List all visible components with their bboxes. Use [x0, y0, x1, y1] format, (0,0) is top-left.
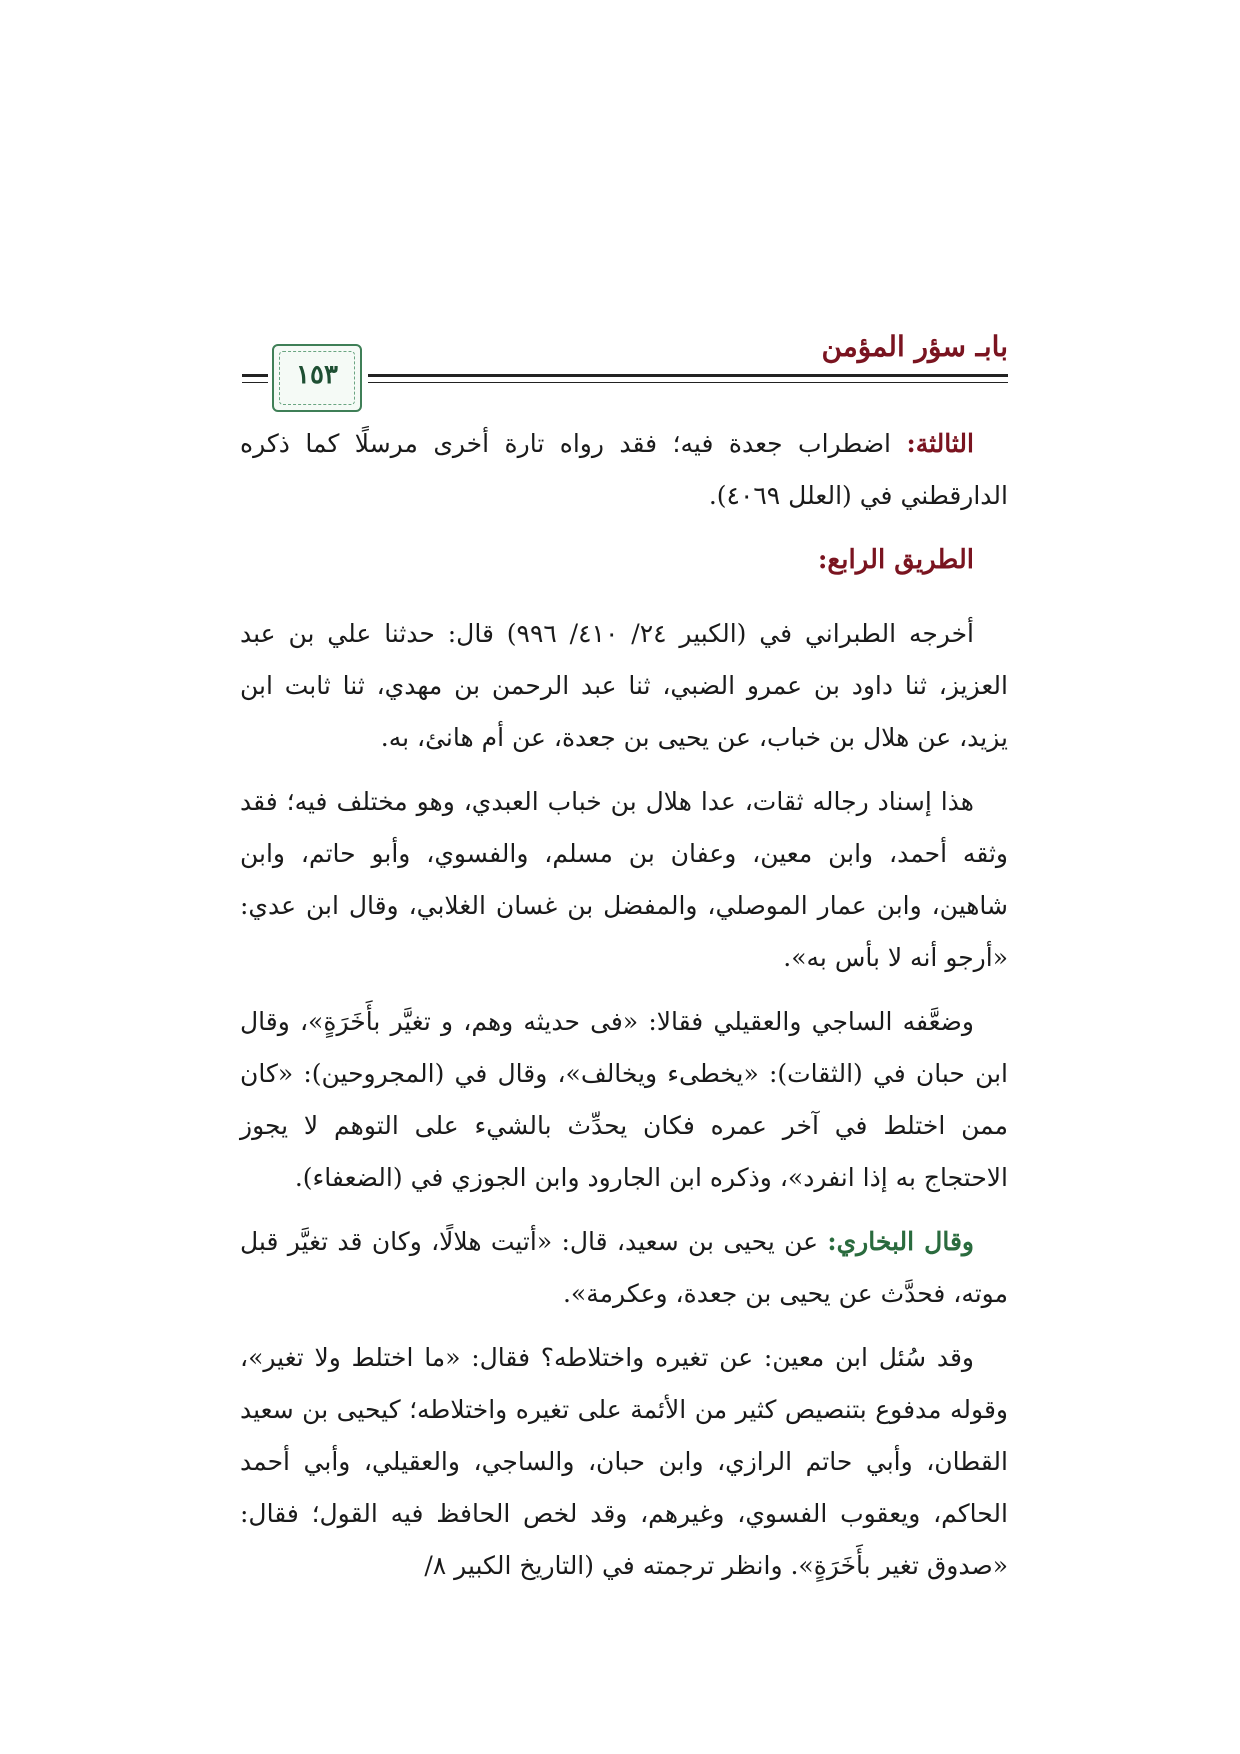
header-rule-left — [242, 374, 268, 377]
page-body — [240, 418, 1008, 1604]
page-header — [242, 330, 1008, 400]
paragraph-isnad: هذا إسناد رجاله ثقات، عدا هلال بن خباب العبدي، وهو مختلف فيه؛ فقد وثقه أحمد، وابن معين، وعفان بن مسلم، والفسوي، وأبو حاتم، وابن شاهين، وابن عمار الموصلي، والمفضل بن غسان الغلابي، وقال ابن عدي: «أرجو أنه لا بأس به». — [240, 787, 1008, 972]
paragraph-text: اضطراب جعدة فيه؛ فقد رواه تارة أخرى مرسلًا كما ذكره الدارقطني في (العلل ٤٠٦٩). — [240, 429, 1008, 510]
paragraph-label: الثالثة: — [906, 429, 974, 458]
page-number: ١٥٣ — [296, 360, 338, 390]
paragraph-third-reason — [240, 418, 1008, 522]
paragraph-takhrij: أخرجه الطبراني في (الكبير ٢٤/ ٤١٠/ ٩٩٦) قال: حدثنا علي بن عبد العزيز، ثنا داود بن عمرو الضبي، ثنا عبد الرحمن بن مهدي، ثنا ثابت ابن يزيد، عن هلال بن خباب، عن يحيى بن جعدة، عن أم هانئ، به. — [240, 619, 1008, 752]
paragraph-weakening: وضعَّفه الساجي والعقيلي فقالا: «فى حديثه وهم، و تغيَّر بأَخَرَةٍ»، وقال ابن حبان في (الثقات): «يخطىء ويخالف»، وقال في (المجروحين): «كان ممن اختلط في آخر عمره فكان يحدِّث بالشيء على التوهم لا يجوز الاحتجاج به إذا انفرد»، وذكره ابن الجارود وابن الجوزي في (الضعفاء). — [240, 1007, 1008, 1192]
chapter-title: بابـ سؤر المؤمن — [821, 330, 1008, 363]
page-number-frame — [272, 344, 362, 412]
section-heading: الطريق الرابع: — [817, 545, 974, 575]
header-rule-left-thin — [242, 382, 268, 383]
paragraph-ibn-maeen: وقد سُئل ابن معين: عن تغيره واختلاطه؟ فقال: «ما اختلط ولا تغير»، وقوله مدفوع بتنصيص كثير من الأئمة على تغيره واختلاطه؛ كيحيى بن سعيد القطان، وأبي حاتم الرازي، وابن حبان، والساجي، والعقيلي، وأبي أحمد الحاكم، ويعقوب الفسوي، وغيرهم، وقد لخص الحافظ فيه القول؛ فقال: «صدوق تغير بأَخَرَةٍ». وانظر ترجمته في (التاريخ الكبير ٨/ — [240, 1343, 1008, 1580]
header-rule-thin — [368, 382, 1008, 383]
paragraph-text: عن يحيى بن سعيد، قال: «أتيت هلالًا، وكان قد تغيَّر قبل موته، فحدَّث عن يحيى بن جعدة، وعكرمة». — [240, 1227, 1008, 1308]
paragraph-bukhari — [240, 1216, 1008, 1320]
paragraph-label: وقال البخاري: — [827, 1227, 974, 1256]
header-rule — [368, 374, 1008, 377]
